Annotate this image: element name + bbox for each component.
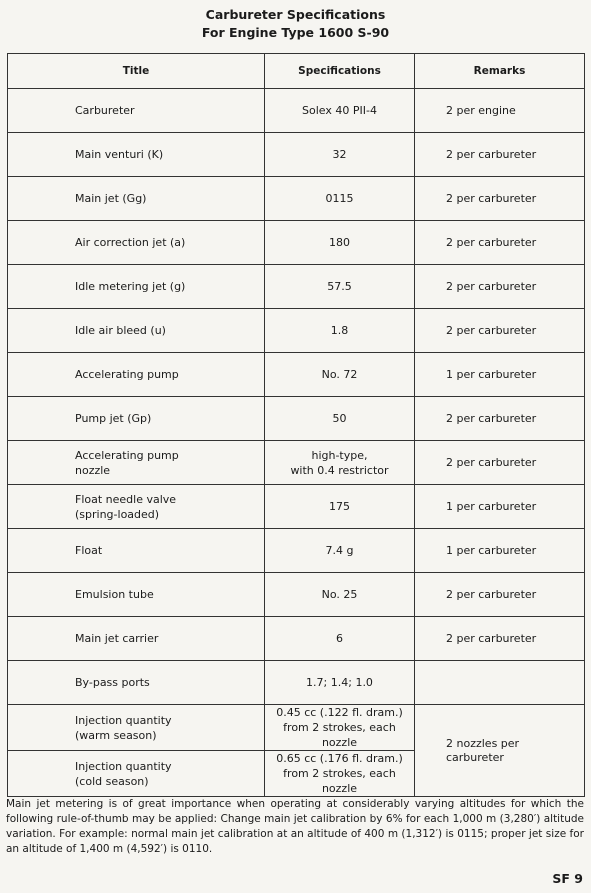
table-row <box>8 309 585 353</box>
row-title: Accelerating pump nozzle <box>8 441 265 485</box>
table-row <box>8 485 585 529</box>
row-title: Injection quantity (cold season) <box>8 751 265 797</box>
table-row <box>8 221 585 265</box>
table-header-row <box>8 54 585 89</box>
row-remark: 1 per carbureter <box>415 529 585 573</box>
table-row <box>8 133 585 177</box>
row-remark: 2 per carbureter <box>415 617 585 661</box>
row-remark: 1 per carbureter <box>415 485 585 529</box>
table-row <box>8 705 585 751</box>
row-title: Accelerating pump <box>8 353 265 397</box>
row-spec: No. 72 <box>265 353 415 397</box>
document-title <box>0 6 591 42</box>
title-line-1: Carbureter Specifications <box>205 7 386 22</box>
row-spec: Solex 40 PII-4 <box>265 89 415 133</box>
row-remark: 2 per carbureter <box>415 573 585 617</box>
header-title: Title <box>8 54 265 89</box>
row-spec: 0115 <box>265 177 415 221</box>
row-remark: 1 per carbureter <box>415 353 585 397</box>
table-row <box>8 89 585 133</box>
row-spec: 180 <box>265 221 415 265</box>
row-title: Injection quantity (warm season) <box>8 705 265 751</box>
row-spec: 6 <box>265 617 415 661</box>
row-title: Float <box>8 529 265 573</box>
row-remark: 2 nozzles per carbureter <box>415 705 585 797</box>
row-spec: 57.5 <box>265 265 415 309</box>
row-remark: 2 per carbureter <box>415 265 585 309</box>
table-row <box>8 177 585 221</box>
table-row <box>8 441 585 485</box>
row-title: Main venturi (K) <box>8 133 265 177</box>
row-spec: 1.8 <box>265 309 415 353</box>
row-remark: 2 per engine <box>415 89 585 133</box>
row-remark: 2 per carbureter <box>415 441 585 485</box>
table-row <box>8 397 585 441</box>
row-title: Air correction jet (a) <box>8 221 265 265</box>
row-title: Pump jet (Gp) <box>8 397 265 441</box>
row-remark: 2 per carbureter <box>415 397 585 441</box>
row-spec: 50 <box>265 397 415 441</box>
row-remark: 2 per carbureter <box>415 309 585 353</box>
row-title: Main jet (Gg) <box>8 177 265 221</box>
row-remark: 2 per carbureter <box>415 221 585 265</box>
row-spec: 0.65 cc (.176 fl. dram.) from 2 strokes, each nozzle <box>265 751 415 797</box>
header-remarks: Remarks <box>415 54 585 89</box>
page-number: SF 9 <box>552 871 583 886</box>
row-remark: 2 per carbureter <box>415 177 585 221</box>
footnote: Main jet metering is of great importance when operating at considerably varying altitudes for which the following rule-of-thumb may be applied: Change main jet calibration by 6% for each 1,000 m (3,280′) altitude variation. For example: normal main jet calibration at an altitude of 400 m (1,312′) is 0115; proper jet size for an altitude of 1,400 m (4,592′) is 0110. <box>6 798 584 855</box>
title-line-2: For Engine Type 1600 S-90 <box>201 25 390 40</box>
row-spec: 0.45 cc (.122 fl. dram.) from 2 strokes, each nozzle <box>265 705 415 751</box>
specifications-table <box>7 53 585 797</box>
row-title: Idle air bleed (u) <box>8 309 265 353</box>
row-spec: 1.7; 1.4; 1.0 <box>265 661 415 705</box>
table-row <box>8 265 585 309</box>
row-spec: 7.4 g <box>265 529 415 573</box>
row-title: By-pass ports <box>8 661 265 705</box>
table-row <box>8 617 585 661</box>
row-remark <box>415 661 585 705</box>
row-title: Main jet carrier <box>8 617 265 661</box>
table-row <box>8 529 585 573</box>
header-specifications: Specifications <box>265 54 415 89</box>
row-spec: 175 <box>265 485 415 529</box>
row-title: Carbureter <box>8 89 265 133</box>
row-title: Emulsion tube <box>8 573 265 617</box>
row-spec: No. 25 <box>265 573 415 617</box>
table-row <box>8 573 585 617</box>
row-spec: high-type, with 0.4 restrictor <box>265 441 415 485</box>
row-spec: 32 <box>265 133 415 177</box>
row-title: Idle metering jet (g) <box>8 265 265 309</box>
row-title: Float needle valve (spring-loaded) <box>8 485 265 529</box>
table-row <box>8 353 585 397</box>
table-row <box>8 661 585 705</box>
table-body <box>8 89 585 797</box>
row-remark: 2 per carbureter <box>415 133 585 177</box>
